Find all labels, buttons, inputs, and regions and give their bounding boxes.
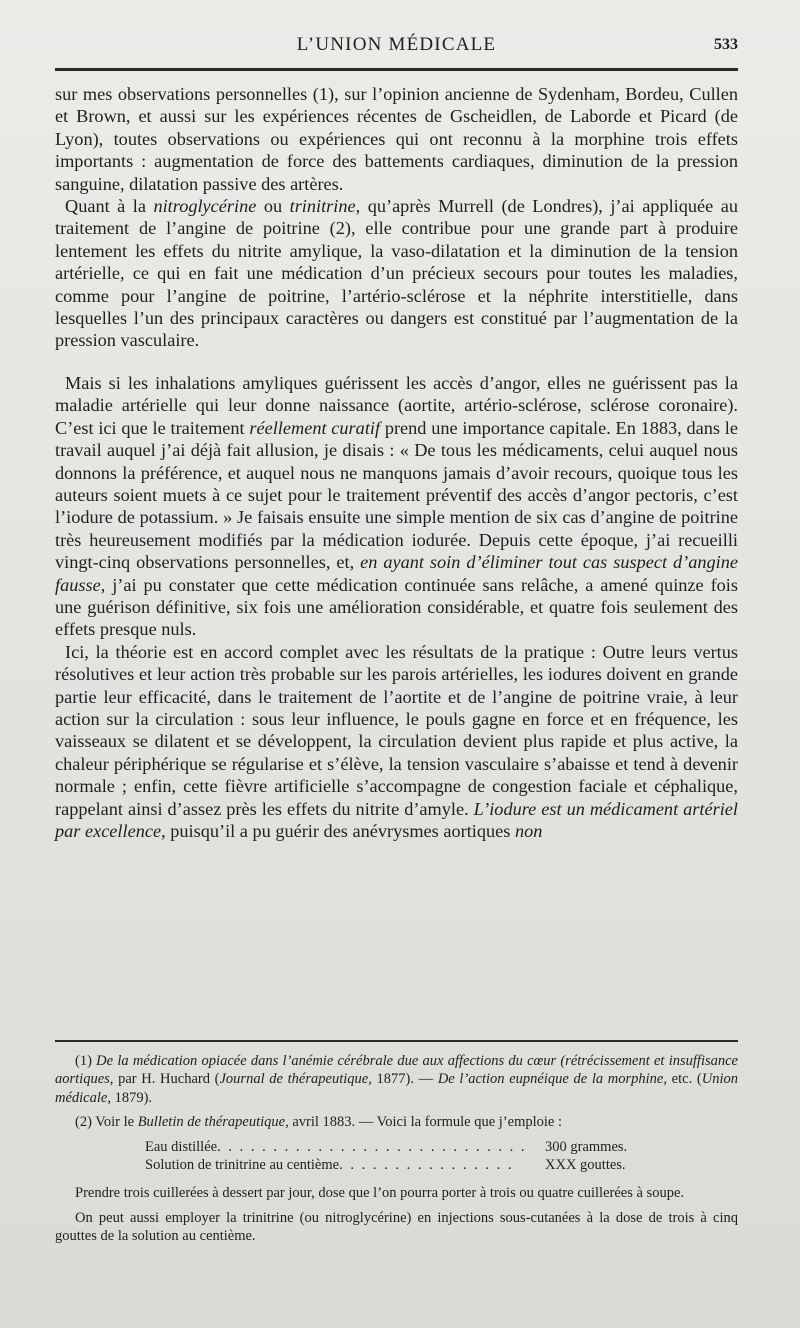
footnote-rule bbox=[55, 1040, 738, 1042]
footnote-2: (2) Voir le Bulletin de thérapeutique, avril 1883. — Voici la formule que j’emploie : bbox=[75, 1114, 563, 1131]
footnote-2-injection: On peut aussi employer la trinitrine (ou nitroglycérine) en injections sous-cutanées à la dose de trois à cinq gouttes de la solution au centième. bbox=[55, 1209, 738, 1245]
formula-row bbox=[145, 1156, 665, 1174]
leader-dots: . . . . . . . . . . . . . . . . . . . . . . . . . . . . bbox=[217, 1138, 527, 1155]
formula-quantity: 300 grammes. bbox=[545, 1138, 628, 1155]
formula-ingredient: Solution de trinitrine au centième bbox=[145, 1157, 340, 1174]
paragraph-1: sur mes observations personnelles (1), sur l’opinion ancienne de Sydenham, Bordeu, Cullen et Brown, et aussi sur les expériences récentes de Gscheidlen, de Laborde et Picard (de Lyon), toutes observations ou expériences qui ont reconnu à la morphine trois effets importants : augmentation de force des battements cardiaques, diminution de la pression sanguine, dilatation passive des artères. bbox=[55, 84, 738, 194]
formula-table bbox=[145, 1138, 738, 1175]
formula-ingredient: Eau distillée bbox=[145, 1138, 218, 1155]
running-title: L’UNION MÉDICALE bbox=[296, 34, 497, 55]
page-number: 533 bbox=[714, 36, 738, 53]
leader-dots: . . . . . . . . . . . . . . . . bbox=[339, 1157, 514, 1174]
paragraph-4: Ici, la théorie est en accord complet avec les résultats de la pratique : Outre leurs vertus résolutives et leur action très probable sur les parois artérielles, les iodures doivent en grande partie leur efficacité, dans le traitement de l’aortite et de l’angine de poitrine vraie, à leur action sur la circulation : sous leur influence, le pouls gagne en force et en fréquence, les vaisseaux se dilatent et se développent, la circulation devient plus rapide et plus active, la chaleur périphérique se régularise et s’élève, la tension vasculaire s’abaisse et tend à devenir normale ; enfin, cette fièvre artificielle s’accompagne de congestion faciale et céphalique, rappelant ainsi d’assez près les effets du nitrite d’amyle. L’iodure est un médicament artériel par excellence, puisqu’il a pu guérir des anévrysmes aortiques non bbox=[55, 641, 738, 841]
footnote-2-dosage: Prendre trois cuillerées à dessert par jour, dose que l’on pourra porter à trois ou quatre cuillerées à soupe. bbox=[75, 1185, 685, 1202]
main-text bbox=[55, 83, 738, 842]
page-header bbox=[55, 34, 738, 62]
header-rule bbox=[55, 68, 738, 71]
footnote-1: (1) De la médication opiacée dans l’anémie cérébrale due aux affections du cœur (rétrécissement et insuffisance aortiques, par H. Huchard (Journal de thérapeutique, 1877). — De l’action eupnéique de la morphine, etc. (Union médicale, 1879). bbox=[55, 1053, 738, 1106]
footnotes bbox=[55, 1052, 738, 1252]
formula-row bbox=[145, 1138, 665, 1156]
paragraph-3: Mais si les inhalations amyliques guérissent les accès d’angor, elles ne guérissent pas la maladie artérielle qui leur donne naissance (aortite, artério-sclérose, sclérose coronaire). C’est ici que le traitement réellement curatif prend une importance capitale. En 1883, dans le travail auquel j’ai déjà fait allusion, je disais : « De tous les médicaments, celui auquel nous donnons la préférence, et auquel nous ne manquons jamais d’avoir recours, quoique tous les auteurs soient muets à ce sujet pour le traitement préventif des accès d’angor pectoris, c’est l’iodure de potassium. » Je faisais ensuite une simple mention de six cas d’angine de poitrine très heureusement modifiés par la médication iodurée. Depuis cette époque, j’ai recueilli vingt-cinq observations personnelles, et, en ayant soin d’éliminer tout cas suspect d’angine fausse, j’ai pu constater que cette médication continuée sans relâche, a amené quinze fois une guérison définitive, six fois une amélioration considérable, et quatre fois seulement des effets presque nuls. bbox=[55, 372, 738, 640]
formula-quantity: XXX gouttes. bbox=[545, 1157, 626, 1174]
paragraph-2: Quant à la nitroglycérine ou trinitrine, qu’après Murrell (de Londres), j’ai appliquée au traitement de l’angine de poitrine (2), elle contribue pour une grande part à produire lentement les effets du nitrite amylique, la vaso-dilatation et la diminution de la tension artérielle, ce qui en fait une médication d’un précieux secours pour toutes les maladies, comme pour l’angine de poitrine, l’artério-sclérose et la néphrite interstitielle, dans lesquelles l’un des principaux caractères ou dangers est constitué par l’augmentation de la pression vasculaire. bbox=[55, 196, 738, 351]
